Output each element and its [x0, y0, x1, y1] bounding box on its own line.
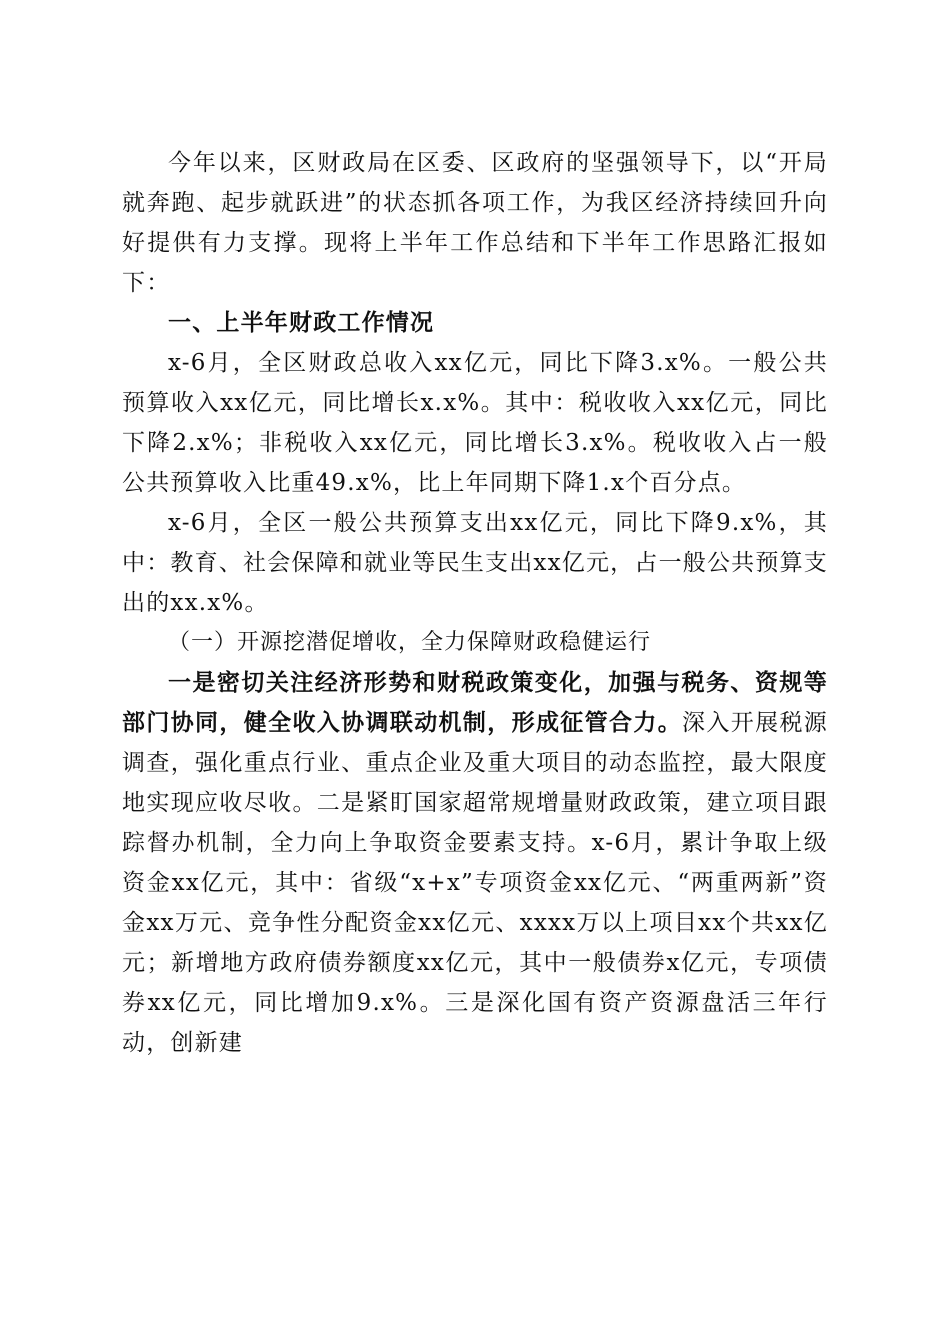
intro-paragraph: 今年以来，区财政局在区委、区政府的坚强领导下，以“开局就奔跑、起步就跃进”的状态抓各项工作，为我区经济持续回升向好提供有力支撑。现将上半年工作总结和下半年工作思路汇报如下： [122, 150, 828, 296]
detail-rest: 深入开展税源调查，强化重点行业、重点企业及重大项目的动态监控，最大限度地实现应收尽收。二是紧盯国家超常规增量财政政策，建立项目跟踪督办机制，全力向上争取资金要素支持。x-6月，累计争取上级资金xx亿元，其中：省级“x+x”专项资金xx亿元、“两重两新”资金xx万元、竞争性分配资金xx亿元、xxxx万以上项目xx个共xx亿元；新增地方政府债券额度xx亿元，其中一般债券x亿元，专项债券xx亿元，同比增加9.x%。三是深化国有资产资源盘活三年行动，创新建 [122, 710, 828, 1056]
section-heading-1: 一、上半年财政工作情况 [168, 310, 435, 336]
document-body [122, 143, 828, 1063]
detail-paragraph [122, 663, 828, 1063]
revenue-paragraph: x-6月，全区财政总收入xx亿元，同比下降3.x%。一般公共预算收入xx亿元，同比增长x.x%。其中：税收收入xx亿元，同比下降2.x%；非税收入xx亿元，同比增长3.x%。税收收入占一般公共预算收入比重49.x%，比上年同期下降1.x个百分点。 [122, 350, 828, 496]
detail-bold-lead: 一是密切关注经济形势和财税政策变化，加强与税务、资规等部门协同，健全收入协调联动机制，形成征管合力。 [122, 670, 828, 736]
subsection-heading-1: （一）开源挖潜促增收，全力保障财政稳健运行 [168, 630, 652, 655]
expenditure-paragraph: x-6月，全区一般公共预算支出xx亿元，同比下降9.x%，其中：教育、社会保障和就业等民生支出xx亿元，占一般公共预算支出的xx.x%。 [122, 510, 828, 616]
